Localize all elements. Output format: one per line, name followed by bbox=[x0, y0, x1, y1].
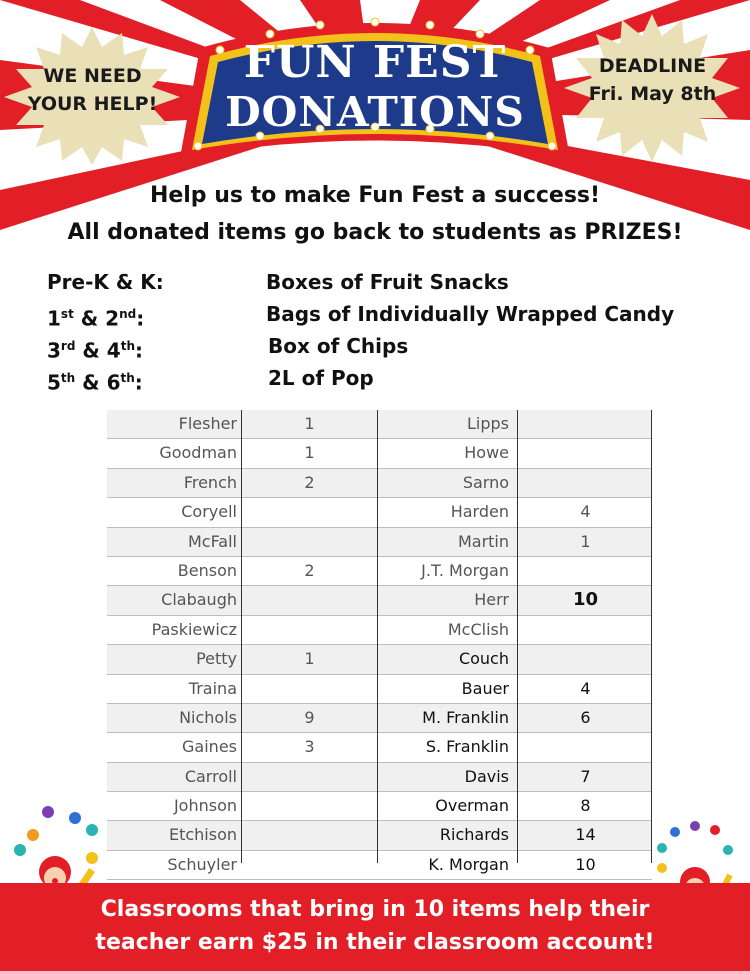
donation-count-cell bbox=[242, 675, 377, 703]
table-row bbox=[107, 557, 652, 586]
table-row bbox=[107, 410, 652, 439]
deadline-text: DEADLINE Fri. May 8th bbox=[588, 55, 717, 105]
table-row bbox=[107, 763, 652, 792]
table-row bbox=[107, 733, 652, 762]
grade-item: Box of Chips bbox=[268, 334, 409, 358]
teacher-name-cell: Petty bbox=[196, 649, 237, 669]
donation-count-cell bbox=[519, 439, 652, 467]
donation-count-cell bbox=[242, 498, 377, 526]
donation-count-cell bbox=[519, 469, 652, 497]
footer-message: Classrooms that bring in 10 items help their teacher earn $25 in their classroom account! bbox=[95, 897, 655, 955]
grade-label: 5th & 6th: bbox=[47, 370, 143, 395]
teacher-name-cell: Johnson bbox=[173, 796, 237, 816]
grade-label: 1st & 2nd: bbox=[47, 306, 145, 331]
donation-count-cell: 8 bbox=[580, 796, 591, 816]
teacher-name-cell: Richards bbox=[439, 825, 509, 845]
donation-count-cell: 2 bbox=[304, 560, 315, 580]
donation-count-cell: 4 bbox=[580, 502, 591, 522]
teacher-name-cell: Traina bbox=[188, 678, 237, 698]
teacher-name-cell: Overman bbox=[435, 796, 509, 816]
table-row bbox=[107, 439, 652, 468]
teacher-name-cell: Goodman bbox=[159, 443, 237, 463]
donation-count-cell: 14 bbox=[575, 825, 596, 845]
teacher-name-cell: M. Franklin bbox=[422, 707, 509, 727]
donation-count-cell: 3 bbox=[304, 737, 315, 757]
donation-count-cell: 10 bbox=[575, 854, 596, 874]
teacher-name-cell: J.T. Morgan bbox=[421, 560, 509, 580]
teacher-name-cell: Nichols bbox=[179, 707, 237, 727]
donation-count-cell: 1 bbox=[580, 531, 591, 551]
grade-item: Boxes of Fruit Snacks bbox=[266, 270, 509, 294]
table-row bbox=[107, 528, 652, 557]
table-divider bbox=[241, 410, 242, 863]
teacher-name-cell: Gaines bbox=[182, 737, 237, 757]
table-row bbox=[107, 704, 652, 733]
teacher-name-cell: Carroll bbox=[184, 766, 237, 786]
teacher-name-cell: Benson bbox=[177, 560, 237, 580]
donation-count-cell bbox=[519, 616, 652, 644]
donation-count-cell: 7 bbox=[580, 766, 591, 786]
table-row bbox=[107, 851, 652, 880]
donation-count-cell: 1 bbox=[304, 414, 315, 433]
donation-count-cell bbox=[242, 851, 377, 879]
grade-label: 3rd & 4th: bbox=[47, 338, 144, 363]
teacher-name-cell: French bbox=[183, 472, 237, 492]
donation-count-cell: 10 bbox=[572, 589, 599, 611]
donation-count-cell bbox=[242, 586, 377, 614]
donation-table bbox=[107, 410, 652, 880]
teacher-name-cell: S. Franklin bbox=[425, 737, 509, 757]
teacher-name-cell: Coryell bbox=[181, 502, 237, 522]
grade-item: Bags of Individually Wrapped Candy bbox=[266, 302, 675, 326]
donation-count-cell bbox=[242, 616, 377, 644]
table-divider bbox=[651, 410, 652, 863]
donation-count-cell: 4 bbox=[580, 678, 591, 698]
donation-count-cell bbox=[519, 733, 652, 761]
donation-count-cell bbox=[242, 792, 377, 820]
headline-2: All donated items go back to students as PRIZES! bbox=[67, 220, 683, 245]
teacher-name-cell: McClish bbox=[447, 619, 509, 639]
donation-count-cell bbox=[519, 645, 652, 673]
headline-1: Help us to make Fun Fest a success! bbox=[149, 183, 601, 208]
grade-label: Pre-K & K: bbox=[47, 270, 164, 294]
table-row bbox=[107, 792, 652, 821]
teacher-name-cell: Davis bbox=[464, 766, 509, 786]
table-row bbox=[107, 821, 652, 850]
table-divider bbox=[377, 410, 378, 863]
teacher-name-cell: Lipps bbox=[466, 414, 509, 433]
teacher-name-cell: Schuyler bbox=[167, 854, 237, 874]
donation-count-cell bbox=[242, 528, 377, 556]
table-row bbox=[107, 616, 652, 645]
donation-count-cell bbox=[242, 763, 377, 791]
teacher-name-cell: Flesher bbox=[178, 414, 237, 433]
donation-count-cell: 2 bbox=[304, 472, 315, 492]
teacher-name-cell: Harden bbox=[450, 502, 509, 522]
teacher-name-cell: McFall bbox=[187, 531, 237, 551]
teacher-name-cell: Sarno bbox=[462, 472, 509, 492]
teacher-name-cell: Martin bbox=[457, 531, 509, 551]
donation-count-cell bbox=[519, 410, 652, 438]
donation-count-cell bbox=[242, 821, 377, 849]
table-row bbox=[107, 645, 652, 674]
teacher-name-cell: Bauer bbox=[461, 678, 509, 698]
teacher-name-cell: Clabaugh bbox=[161, 590, 237, 610]
donation-count-cell: 1 bbox=[304, 443, 315, 463]
table-row bbox=[107, 675, 652, 704]
donation-count-cell: 1 bbox=[304, 649, 315, 669]
donation-count-cell: 6 bbox=[580, 707, 591, 727]
teacher-name-cell: Etchison bbox=[168, 825, 237, 845]
we-need-help-text: WE NEED YOUR HELP! bbox=[27, 65, 158, 115]
table-row bbox=[107, 469, 652, 498]
table-divider bbox=[517, 410, 518, 863]
teacher-name-cell: Paskiewicz bbox=[151, 619, 237, 639]
donation-count-cell bbox=[519, 557, 652, 585]
teacher-name-cell: Howe bbox=[464, 443, 509, 463]
table-row bbox=[107, 498, 652, 527]
grade-item: 2L of Pop bbox=[268, 366, 374, 390]
donation-count-cell: 9 bbox=[304, 707, 315, 727]
teacher-name-cell: K. Morgan bbox=[428, 854, 509, 874]
banner-title: FUN FEST DONATIONS bbox=[225, 37, 525, 136]
teacher-name-cell: Couch bbox=[458, 649, 509, 669]
teacher-name-cell: Herr bbox=[474, 590, 509, 610]
table-row bbox=[107, 586, 652, 615]
